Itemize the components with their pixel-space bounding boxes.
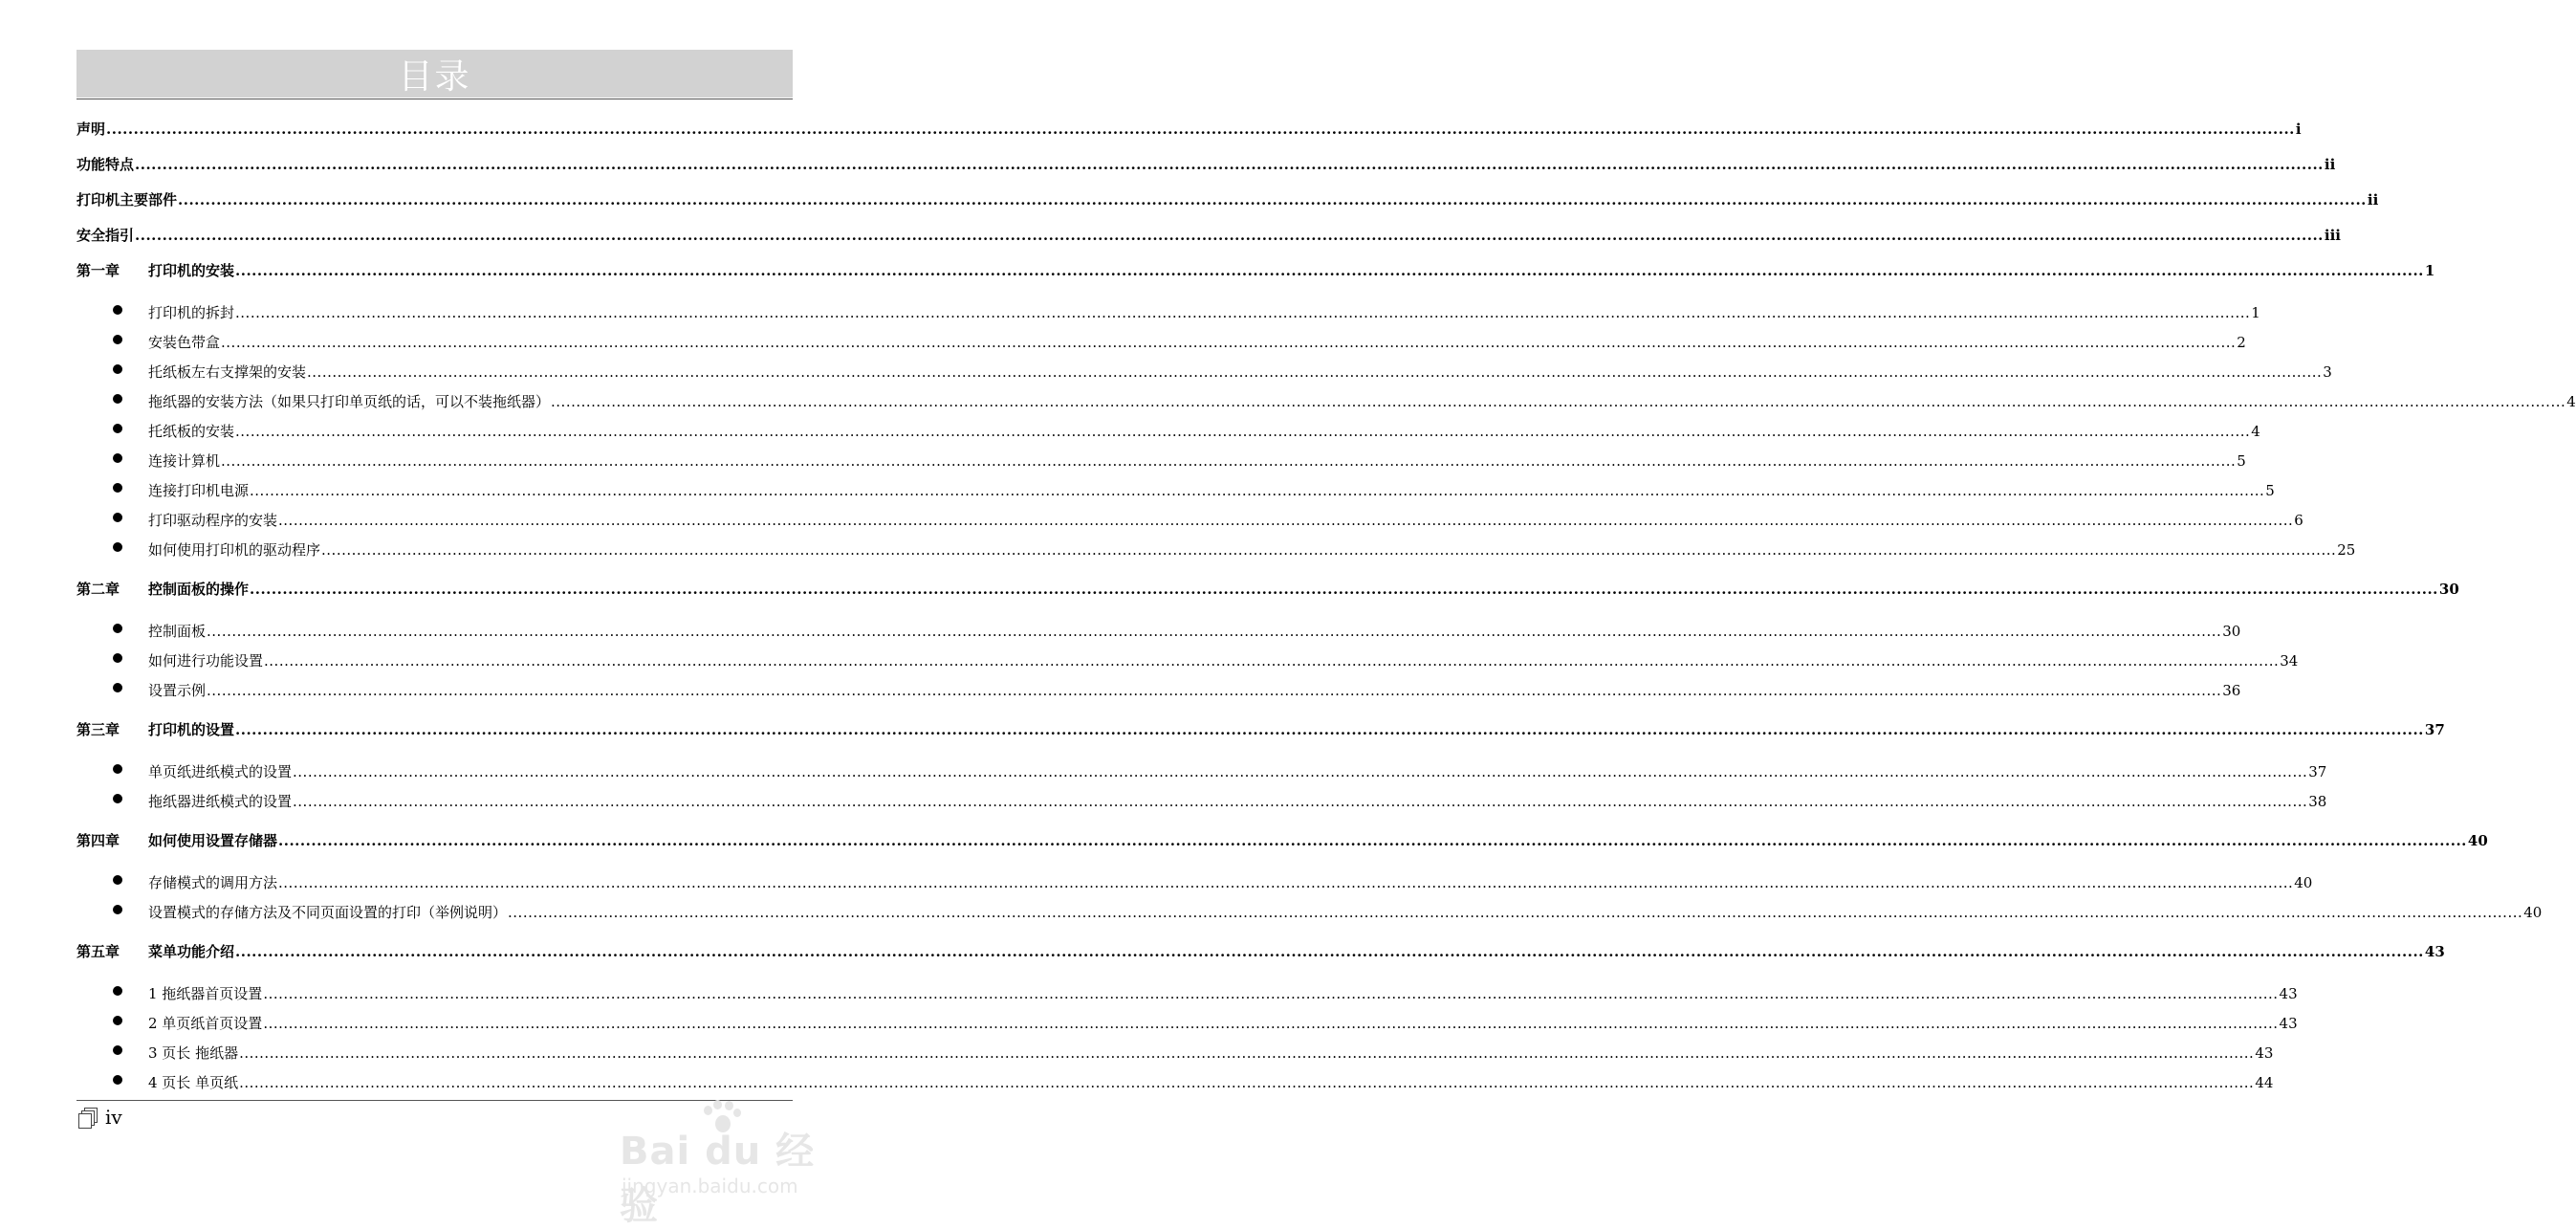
toc-item-row[interactable] bbox=[0, 868, 2313, 891]
bullet-icon bbox=[113, 1016, 122, 1025]
dot-leader: ................................................................................................................................................................................................................................................................................................................................................................................................................ bbox=[235, 943, 2424, 960]
toc-item-row[interactable] bbox=[0, 617, 2241, 640]
toc-page-number: 30 bbox=[2438, 581, 2459, 598]
chapter-number: 第二章 bbox=[76, 581, 120, 598]
toc-item-row[interactable] bbox=[0, 328, 2246, 351]
toc-page-number: 4 bbox=[2251, 423, 2260, 440]
dot-leader: ................................................................................................................................................................................................................................................................................................................................................................................................................ bbox=[235, 721, 2424, 738]
bullet-icon bbox=[113, 335, 122, 344]
chapter-number: 第一章 bbox=[76, 262, 120, 279]
toc-page-number: 5 bbox=[2237, 452, 2246, 470]
bullet-icon bbox=[113, 513, 122, 522]
toc-item-row[interactable] bbox=[0, 417, 2260, 440]
toc-label: 拖纸器进纸模式的设置 bbox=[148, 793, 293, 810]
toc-label: 如何进行功能设置 bbox=[148, 652, 264, 670]
toc-item-row[interactable] bbox=[0, 298, 2260, 321]
dot-leader: ................................................................................................................................................................................................................................................................................................................................................................................................................ bbox=[239, 1074, 2255, 1091]
dot-leader: ................................................................................................................................................................................................................................................................................................................................................................................................................ bbox=[293, 763, 2308, 780]
bullet-icon bbox=[113, 683, 122, 692]
dot-leader: ................................................................................................................................................................................................................................................................................................................................................................................................................ bbox=[135, 227, 2324, 244]
baidu-watermark bbox=[612, 1100, 851, 1228]
toc-page-number: 43 bbox=[2255, 1044, 2274, 1062]
footer-page-number: iv bbox=[105, 1106, 122, 1129]
toc-page-number: 1 bbox=[2424, 262, 2435, 279]
watermark-url: jingyan.baidu.com bbox=[622, 1175, 798, 1197]
toc-page-number: 30 bbox=[2222, 623, 2241, 640]
toc-label: 菜单功能介绍 bbox=[148, 943, 235, 960]
toc-label: 3 页长 拖纸器 bbox=[148, 1044, 239, 1062]
toc-item-row[interactable] bbox=[0, 387, 2576, 410]
dot-leader: ................................................................................................................................................................................................................................................................................................................................................................................................................ bbox=[235, 262, 2424, 279]
toc-page-number: 40 bbox=[2467, 832, 2488, 849]
chapter-number: 第四章 bbox=[76, 832, 120, 849]
toc-label: 连接打印机电源 bbox=[148, 482, 250, 499]
dot-leader: ................................................................................................................................................................................................................................................................................................................................................................................................................ bbox=[135, 156, 2324, 173]
dot-leader: ................................................................................................................................................................................................................................................................................................................................................................................................................ bbox=[239, 1044, 2255, 1062]
toc-label: 打印机的安装 bbox=[148, 262, 235, 279]
dot-leader: ................................................................................................................................................................................................................................................................................................................................................................................................................ bbox=[207, 623, 2222, 640]
toc-page-number: iii bbox=[2324, 227, 2341, 244]
dot-leader: ................................................................................................................................................................................................................................................................................................................................................................................................................ bbox=[106, 121, 2295, 138]
dot-leader: ................................................................................................................................................................................................................................................................................................................................................................................................................ bbox=[235, 423, 2251, 440]
toc-page-number: 43 bbox=[2279, 1015, 2298, 1032]
toc-page-number: 38 bbox=[2308, 793, 2327, 810]
toc-chapter-row[interactable] bbox=[0, 937, 2445, 960]
bullet-icon bbox=[113, 986, 122, 996]
toc-item-row[interactable] bbox=[0, 979, 2298, 1002]
toc-item-row[interactable] bbox=[0, 1039, 2274, 1062]
dot-leader: ................................................................................................................................................................................................................................................................................................................................................................................................................ bbox=[250, 482, 2265, 499]
toc-page-number: 2 bbox=[2237, 334, 2246, 351]
toc-page-number: ii bbox=[2367, 191, 2379, 209]
dot-leader: ................................................................................................................................................................................................................................................................................................................................................................................................................ bbox=[207, 682, 2222, 699]
toc-page-number: 43 bbox=[2424, 943, 2445, 960]
toc-page-number: 37 bbox=[2424, 721, 2445, 738]
dot-leader: ................................................................................................................................................................................................................................................................................................................................................................................................................ bbox=[278, 512, 2294, 529]
dot-leader: ................................................................................................................................................................................................................................................................................................................................................................................................................ bbox=[278, 874, 2294, 891]
bullet-icon bbox=[113, 453, 122, 463]
toc-label: 存储模式的调用方法 bbox=[148, 874, 278, 891]
bullet-icon bbox=[113, 653, 122, 663]
toc-item-row[interactable] bbox=[0, 1009, 2298, 1032]
page-title: 目录 bbox=[398, 56, 471, 97]
toc-page-number: 37 bbox=[2308, 763, 2327, 780]
toc-label: 如何使用设置存储器 bbox=[148, 832, 278, 849]
toc-label: 2 单页纸首页设置 bbox=[148, 1015, 263, 1032]
chapter-number: 第三章 bbox=[76, 721, 120, 738]
toc-title-bar bbox=[76, 50, 793, 98]
dot-leader: ................................................................................................................................................................................................................................................................................................................................................................................................................ bbox=[263, 985, 2279, 1002]
bullet-icon bbox=[113, 394, 122, 404]
toc-item-row[interactable] bbox=[0, 506, 2303, 529]
toc-page-number: 34 bbox=[2280, 652, 2299, 670]
toc-item-row[interactable] bbox=[0, 1068, 2274, 1091]
toc-label: 4 页长 单页纸 bbox=[148, 1074, 239, 1091]
toc-label: 单页纸进纸模式的设置 bbox=[148, 763, 293, 780]
toc-label: 拖纸器的安装方法（如果只打印单页纸的话，可以不装拖纸器） bbox=[148, 393, 551, 410]
dot-leader: ................................................................................................................................................................................................................................................................................................................................................................................................................ bbox=[235, 304, 2251, 321]
pages-icon bbox=[78, 1108, 98, 1127]
toc-label: 声明 bbox=[76, 121, 106, 138]
bullet-icon bbox=[113, 905, 122, 914]
toc-page-number: 43 bbox=[2279, 985, 2298, 1002]
dot-leader: ................................................................................................................................................................................................................................................................................................................................................................................................................ bbox=[321, 541, 2337, 559]
toc-page-number: ii bbox=[2324, 156, 2336, 173]
toc-section-row[interactable] bbox=[0, 115, 2302, 138]
bullet-icon bbox=[113, 542, 122, 552]
dot-leader: ................................................................................................................................................................................................................................................................................................................................................................................................................ bbox=[221, 452, 2237, 470]
toc-label: 打印机的拆封 bbox=[148, 304, 235, 321]
dot-leader: ................................................................................................................................................................................................................................................................................................................................................................................................................ bbox=[264, 652, 2280, 670]
chapter-number: 第五章 bbox=[76, 943, 120, 960]
toc-page-number: 40 bbox=[2294, 874, 2313, 891]
toc-label: 打印机主要部件 bbox=[76, 191, 178, 209]
toc-label: 打印驱动程序的安装 bbox=[148, 512, 278, 529]
toc-chapter-row[interactable] bbox=[0, 256, 2435, 279]
bullet-icon bbox=[113, 305, 122, 315]
page-footer bbox=[78, 1106, 122, 1129]
toc-chapter-row[interactable] bbox=[0, 715, 2445, 738]
toc-item-row[interactable] bbox=[0, 676, 2241, 699]
toc-item-row[interactable] bbox=[0, 898, 2543, 921]
watermark-brand: Bai du 经验 bbox=[620, 1130, 816, 1228]
bullet-icon bbox=[113, 424, 122, 433]
toc-page-number: i bbox=[2295, 121, 2302, 138]
dot-leader: ................................................................................................................................................................................................................................................................................................................................................................................................................ bbox=[508, 904, 2523, 921]
toc-page-number: 6 bbox=[2294, 512, 2303, 529]
bullet-icon bbox=[113, 764, 122, 774]
bullet-icon bbox=[113, 624, 122, 633]
toc-label: 控制面板 bbox=[148, 623, 207, 640]
dot-leader: ................................................................................................................................................................................................................................................................................................................................................................................................................ bbox=[221, 334, 2237, 351]
toc-page-number: 44 bbox=[2255, 1074, 2274, 1091]
toc-label: 1 拖纸器首页设置 bbox=[148, 985, 263, 1002]
bullet-icon bbox=[113, 1075, 122, 1085]
toc-chapter-row[interactable] bbox=[0, 826, 2488, 849]
toc-label: 托纸板的安装 bbox=[148, 423, 235, 440]
toc-page-number: 3 bbox=[2323, 363, 2332, 381]
bullet-icon bbox=[113, 875, 122, 885]
toc-page-number: 36 bbox=[2222, 682, 2241, 699]
toc-section-row[interactable] bbox=[0, 221, 2341, 244]
toc-page-number: 1 bbox=[2251, 304, 2260, 321]
toc-label: 打印机的设置 bbox=[148, 721, 235, 738]
toc-page-number: 25 bbox=[2337, 541, 2356, 559]
toc-label: 功能特点 bbox=[76, 156, 135, 173]
dot-leader: ................................................................................................................................................................................................................................................................................................................................................................................................................ bbox=[278, 832, 2467, 849]
toc-section-row[interactable] bbox=[0, 186, 2379, 209]
toc-chapter-row[interactable] bbox=[0, 575, 2459, 598]
toc-item-row[interactable] bbox=[0, 536, 2356, 559]
bullet-icon bbox=[113, 1045, 122, 1055]
toc-label: 托纸板左右支撑架的安装 bbox=[148, 363, 307, 381]
dot-leader: ................................................................................................................................................................................................................................................................................................................................................................................................................ bbox=[250, 581, 2438, 598]
toc-item-row[interactable] bbox=[0, 758, 2327, 780]
dot-leader: ................................................................................................................................................................................................................................................................................................................................................................................................................ bbox=[293, 793, 2308, 810]
dot-leader: ................................................................................................................................................................................................................................................................................................................................................................................................................ bbox=[178, 191, 2367, 209]
bullet-icon bbox=[113, 483, 122, 493]
toc-item-row[interactable] bbox=[0, 447, 2246, 470]
toc-page-number: 4 bbox=[2566, 393, 2576, 410]
toc-item-row[interactable] bbox=[0, 358, 2332, 381]
toc-item-row[interactable] bbox=[0, 647, 2299, 670]
toc-label: 设置模式的存储方法及不同页面设置的打印（举例说明） bbox=[148, 904, 508, 921]
dot-leader: ................................................................................................................................................................................................................................................................................................................................................................................................................ bbox=[551, 393, 2566, 410]
toc-item-row[interactable] bbox=[0, 476, 2275, 499]
dot-leader: ................................................................................................................................................................................................................................................................................................................................................................................................................ bbox=[263, 1015, 2279, 1032]
toc-item-row[interactable] bbox=[0, 787, 2327, 810]
toc-label: 安全指引 bbox=[76, 227, 135, 244]
toc-page-number: 40 bbox=[2523, 904, 2543, 921]
toc-label: 连接计算机 bbox=[148, 452, 221, 470]
toc-label: 安装色带盒 bbox=[148, 334, 221, 351]
dot-leader: ................................................................................................................................................................................................................................................................................................................................................................................................................ bbox=[307, 363, 2323, 381]
bullet-icon bbox=[113, 794, 122, 803]
toc-label: 设置示例 bbox=[148, 682, 207, 699]
bullet-icon bbox=[113, 364, 122, 374]
toc-page-number: 5 bbox=[2265, 482, 2275, 499]
toc-label: 如何使用打印机的驱动程序 bbox=[148, 541, 321, 559]
toc-section-row[interactable] bbox=[0, 150, 2336, 173]
toc-label: 控制面板的操作 bbox=[148, 581, 250, 598]
